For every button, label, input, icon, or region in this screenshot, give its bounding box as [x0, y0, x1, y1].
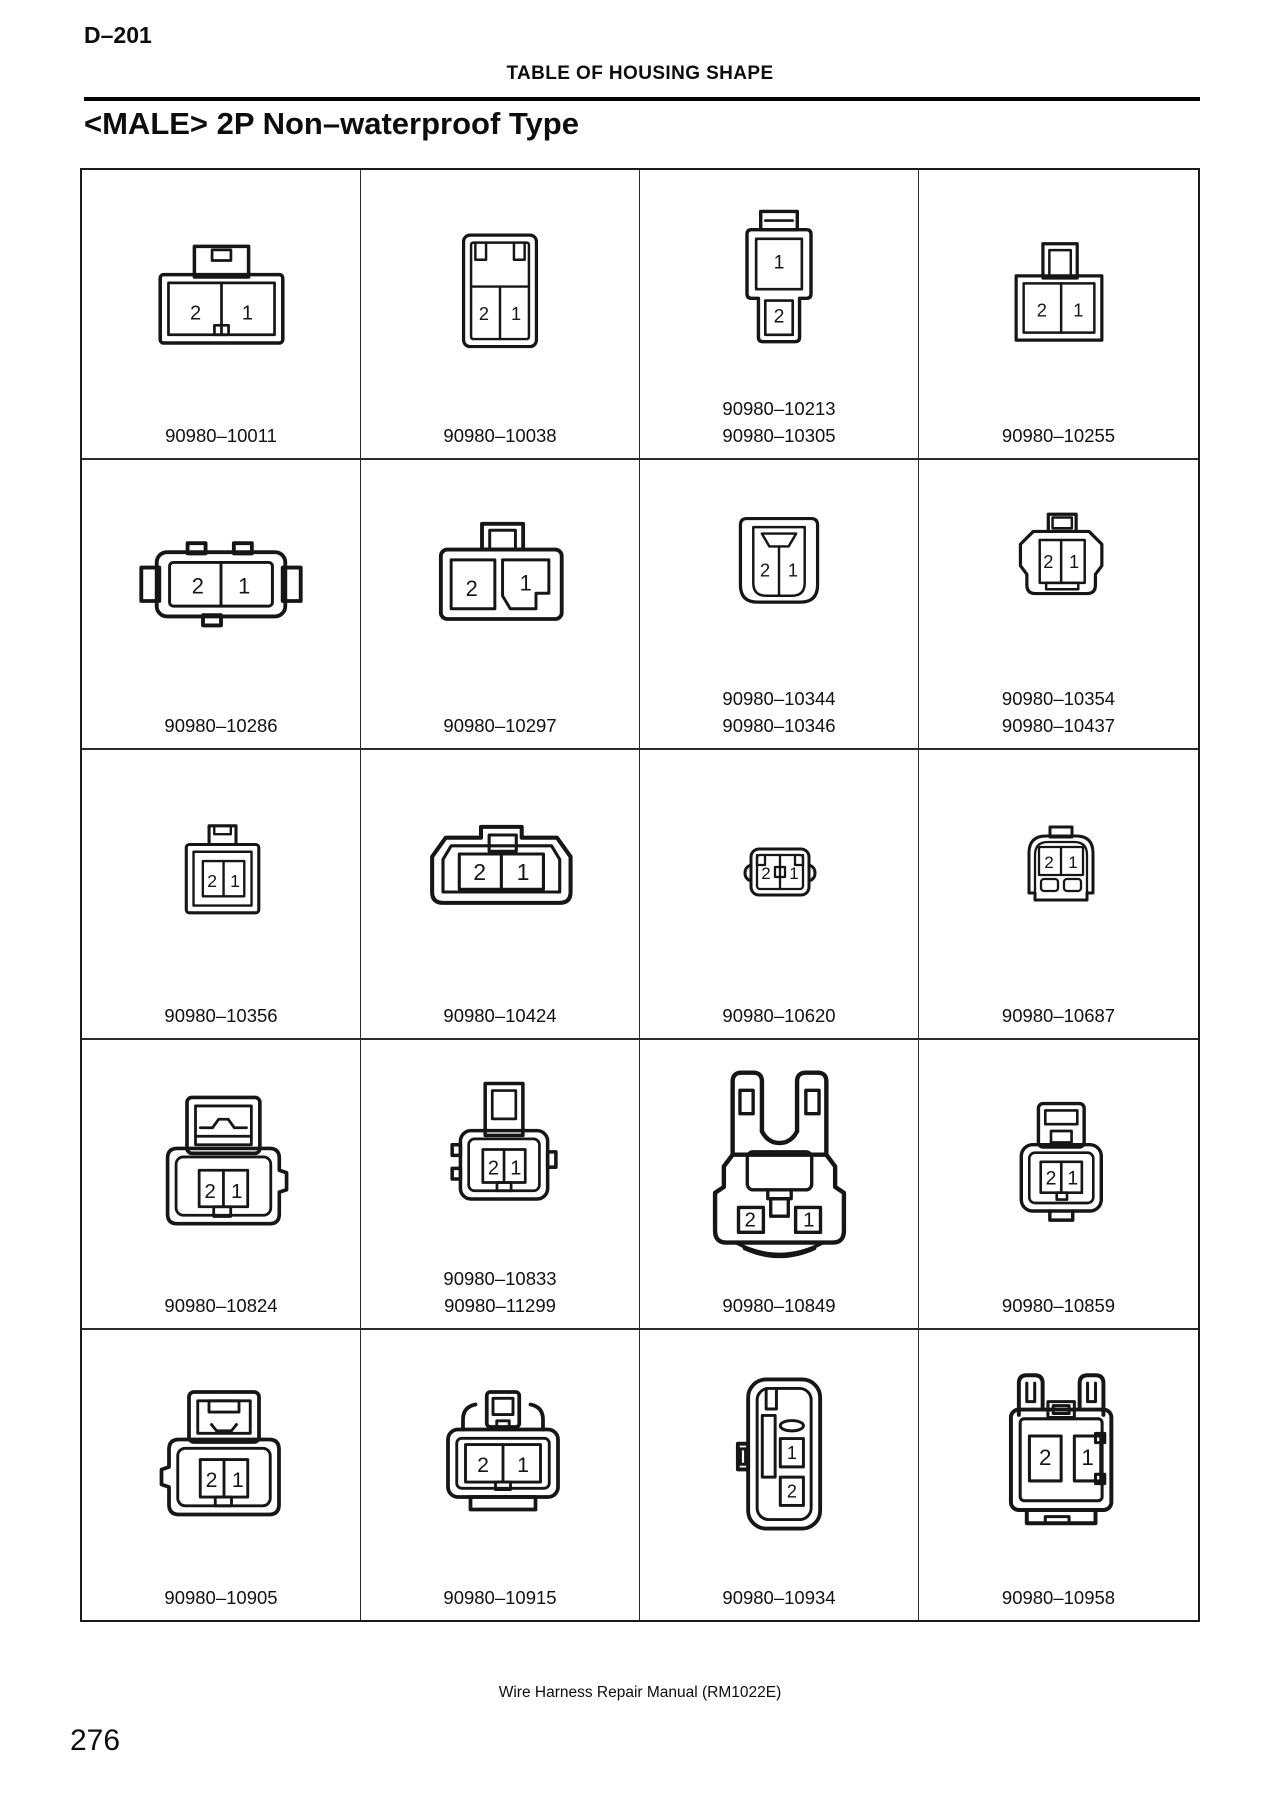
table-cell [919, 750, 1198, 1040]
pin-number: 2 [760, 559, 771, 580]
pin-number: 2 [204, 1180, 216, 1204]
part-number: 90980–10620 [722, 1005, 836, 1026]
table-cell [361, 750, 640, 1040]
pin-number: 1 [1066, 1167, 1078, 1190]
part-number: 90980–10354 [1001, 688, 1116, 709]
connector-icon [699, 200, 859, 360]
footer-text: Wire Harness Repair Manual (RM1022E) [498, 1684, 782, 1701]
table-cell [640, 170, 919, 460]
connector-drawing-90980-10424 [405, 750, 595, 1002]
page-number: 276 [70, 1724, 121, 1757]
connector-drawing-90980-10915 [413, 1330, 588, 1584]
pin-number: 1 [773, 251, 785, 274]
table-cell [361, 1040, 640, 1330]
pin-number: 1 [1072, 300, 1083, 321]
part-number: 90980–10305 [722, 425, 836, 446]
pin-number: 2 [476, 1452, 489, 1477]
connector-drawing-90980-10934 [689, 1330, 869, 1584]
table-cell [640, 460, 919, 750]
pin-number: 2 [773, 304, 785, 327]
pin-number: 2 [191, 573, 204, 599]
table-cell [919, 170, 1198, 460]
part-number: 90980–10255 [1001, 425, 1116, 446]
connector-icon [134, 1367, 309, 1542]
connector-icon [677, 1061, 882, 1266]
table-cell [640, 750, 919, 1040]
connector-drawing-90980-10286 [131, 460, 311, 712]
connector-drawing-90980-10833 [418, 1040, 583, 1265]
part-number: 90980–10849 [722, 1295, 836, 1316]
connector-drawing-90980-10849 [677, 1040, 882, 1292]
connector-drawing-90980-10297 [410, 460, 590, 712]
table-cell [82, 170, 361, 460]
connector-icon [410, 493, 590, 673]
pin-number: 2 [189, 301, 201, 324]
pin-number: 2 [1039, 1444, 1052, 1470]
part-number: 90980–10958 [1001, 1587, 1116, 1608]
pin-number: 2 [487, 1157, 499, 1180]
header-rule [84, 97, 1200, 101]
connector-drawing-90980-10859 [979, 1040, 1139, 1292]
connector-icon [709, 803, 849, 943]
part-number: 90980–10011 [165, 425, 277, 446]
connector-drawing-90980-10356 [149, 750, 294, 1002]
connector-drawing-90980-10255 [984, 170, 1134, 422]
connector-icon [704, 495, 854, 645]
table-cell [361, 460, 640, 750]
part-number: 90980–10859 [1001, 1295, 1116, 1316]
pin-number: 2 [465, 575, 478, 601]
pin-number: 1 [231, 1180, 243, 1204]
pin-number: 1 [516, 1452, 529, 1477]
table-cell [82, 1040, 361, 1330]
part-number: 90980–10346 [722, 715, 836, 736]
pin-number: 2 [761, 864, 771, 883]
section-title: TABLE OF HOUSING SHAPE [506, 63, 774, 84]
connector-icon [984, 495, 1134, 645]
pin-number: 1 [241, 301, 253, 324]
connector-icon [405, 778, 595, 968]
table-cell [361, 170, 640, 460]
connector-drawing-90980-10905 [134, 1330, 309, 1584]
connector-drawing-90980-10687 [989, 750, 1129, 1002]
connector-icon [989, 803, 1129, 943]
pin-number: 1 [787, 559, 798, 580]
pin-number: 1 [1081, 1444, 1094, 1470]
part-number: 90980–10687 [1001, 1005, 1116, 1026]
connector-icon [139, 211, 304, 376]
table-cell [640, 1330, 919, 1620]
table-cell [640, 1040, 919, 1330]
table-cell [919, 1040, 1198, 1330]
part-number: 90980–10356 [164, 1005, 278, 1026]
connector-drawing-90980-10824 [136, 1040, 306, 1292]
part-number: 90980–10934 [722, 1587, 836, 1608]
pin-number: 1 [231, 1467, 244, 1492]
doc-code: D–201 [84, 22, 152, 48]
connector-icon [425, 218, 575, 368]
pin-number: 1 [519, 570, 532, 596]
pin-number: 2 [1045, 1167, 1056, 1190]
connector-icon [413, 1367, 588, 1542]
part-number: 90980–10038 [443, 425, 557, 446]
pin-number: 2 [206, 870, 217, 891]
connector-icon [689, 1364, 869, 1544]
connector-drawing-90980-10344 [704, 460, 854, 685]
pin-number: 2 [744, 1207, 756, 1231]
part-number: 90980–10344 [722, 688, 836, 709]
pin-number: 2 [786, 1481, 797, 1502]
connector-icon [149, 801, 294, 946]
part-number: 90980–10905 [164, 1587, 278, 1608]
connector-icon [966, 1362, 1151, 1547]
part-number: 90980–10824 [164, 1295, 278, 1316]
pin-number: 1 [789, 864, 799, 883]
pin-number: 2 [478, 303, 489, 324]
housing-shape-table [80, 168, 1200, 1622]
connector-icon [136, 1078, 306, 1248]
table-cell [82, 1330, 361, 1620]
pin-number: 1 [229, 870, 240, 891]
pin-number: 1 [509, 1157, 521, 1180]
page-title: <MALE> 2P Non–waterproof Type [84, 106, 579, 141]
pin-number: 1 [802, 1207, 814, 1231]
table-cell [919, 460, 1198, 750]
part-number: 90980–11299 [444, 1295, 556, 1316]
part-number: 90980–10437 [1001, 715, 1116, 736]
connector-icon [984, 218, 1134, 368]
pin-number: 1 [1067, 853, 1078, 872]
part-number: 90980–10297 [443, 715, 557, 736]
table-cell [361, 1330, 640, 1620]
pin-number: 2 [205, 1467, 217, 1492]
pin-number: 1 [516, 858, 530, 885]
pin-number: 2 [1043, 853, 1054, 872]
part-number: 90980–10286 [164, 715, 278, 736]
table-cell [82, 750, 361, 1040]
connector-drawing-90980-10354 [984, 460, 1134, 685]
connector-drawing-90980-10213 [699, 170, 859, 395]
connector-drawing-90980-10958 [966, 1330, 1151, 1584]
pin-number: 2 [1036, 300, 1047, 321]
connector-icon [418, 1067, 583, 1232]
connector-drawing-90980-10011 [139, 170, 304, 422]
part-number: 90980–10213 [722, 398, 836, 419]
pin-number: 1 [1068, 551, 1079, 572]
pin-number: 1 [238, 573, 251, 599]
part-number: 90980–10833 [443, 1268, 557, 1289]
part-number: 90980–10424 [443, 1005, 557, 1026]
pin-number: 2 [473, 858, 487, 885]
pin-number: 1 [786, 1443, 797, 1464]
pin-number: 2 [1042, 551, 1053, 572]
table-cell [919, 1330, 1198, 1620]
connector-icon [131, 493, 311, 673]
connector-drawing-90980-10620 [709, 750, 849, 1002]
pin-number: 1 [511, 303, 522, 324]
part-number: 90980–10915 [443, 1587, 557, 1608]
connector-icon [979, 1083, 1139, 1243]
table-cell [82, 460, 361, 750]
connector-drawing-90980-10038 [425, 170, 575, 422]
